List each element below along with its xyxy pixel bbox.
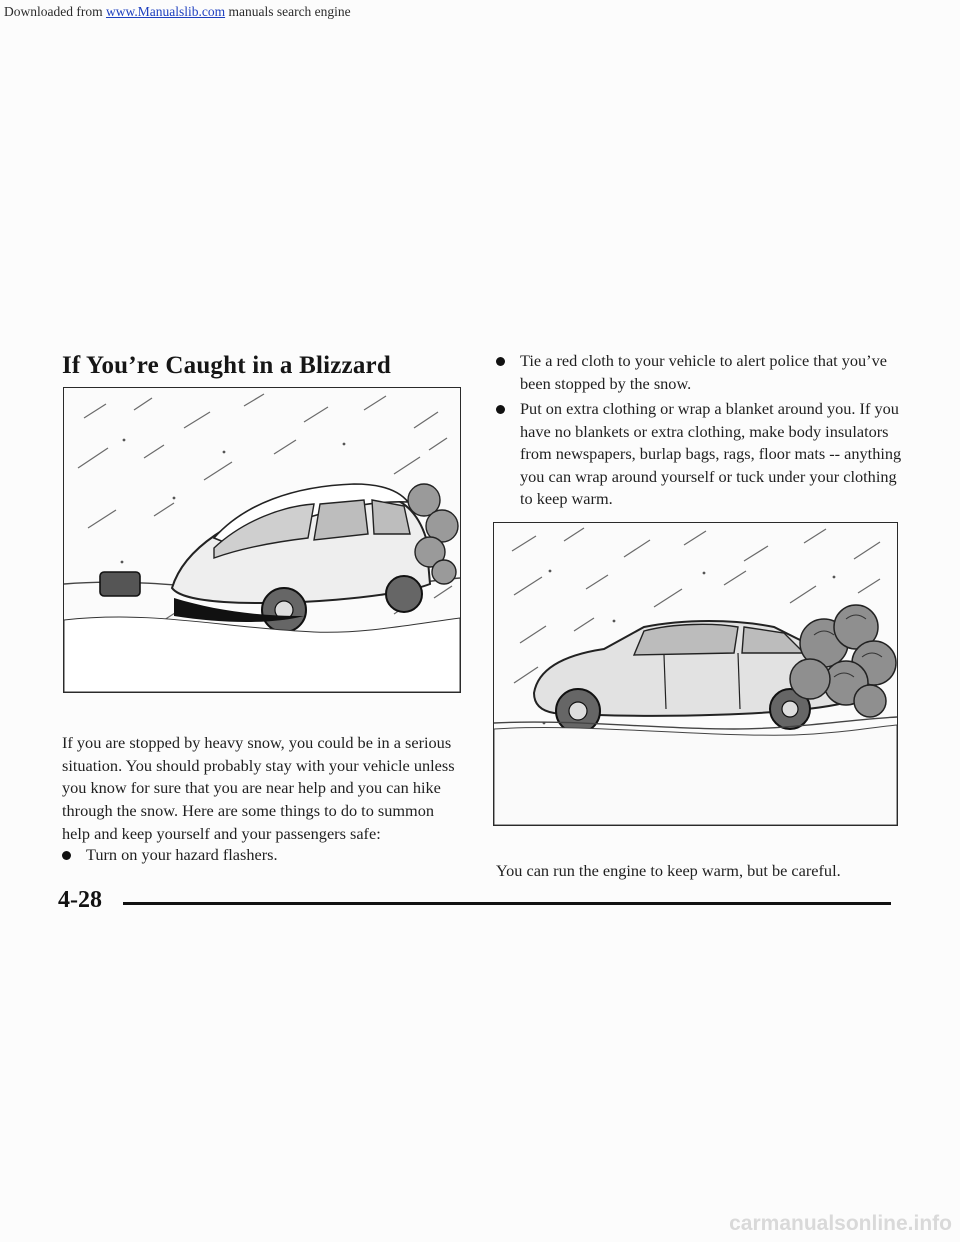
bullet-dot — [496, 405, 505, 414]
header-prefix: Downloaded from — [4, 4, 106, 19]
watermark-brand: carmanualsonline.info — [729, 1212, 952, 1235]
car-stuck-in-snow-illustration — [63, 387, 461, 693]
header-suffix: manuals search engine — [225, 4, 351, 19]
section-title: If You’re Caught in a Blizzard — [62, 352, 391, 379]
bullet-red-cloth — [496, 350, 906, 395]
bullet-hazard-flashers — [62, 844, 462, 867]
manualslib-link[interactable]: www.Manualslib.com — [105, 4, 226, 19]
bullet-text: Tie a red cloth to your vehicle to alert police that you’ve been stopped by the snow. — [520, 351, 887, 393]
car-running-exhaust-in-snow-illustration — [493, 522, 898, 826]
page-number: 4-28 — [58, 887, 102, 913]
bullet-dot — [496, 357, 505, 366]
figure-caption: You can run the engine to keep warm, but be careful. — [496, 861, 841, 881]
intro-paragraph: If you are stopped by heavy snow, you could be in a serious situation. You should probably stay with your vehicle unless you know for sure that you are near help and you can hike through the snow. Here are some things to do to summon help and keep yourself and your passengers safe: — [62, 733, 455, 843]
download-header — [0, 0, 960, 24]
bullet-extra-clothing — [496, 398, 906, 511]
footer-rule — [123, 902, 891, 905]
bullet-text: Put on extra clothing or wrap a blanket around you. If you have no blankets or extra clothing, make body insulators from newspapers, burlap bags, rags, floor mats -- anything you can wrap around yourself or tuck under your clothing to keep warm. — [520, 399, 902, 509]
bullet-dot — [62, 851, 71, 860]
bullet-text: Turn on your hazard flashers. — [86, 845, 278, 864]
